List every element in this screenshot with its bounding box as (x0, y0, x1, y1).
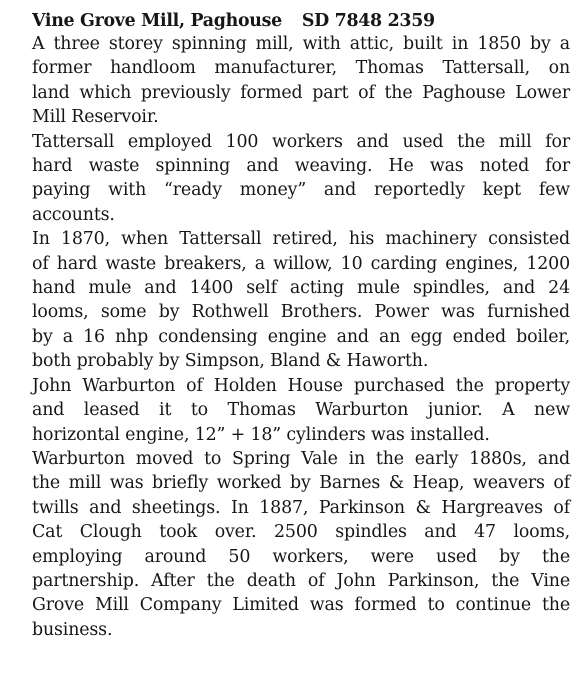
text-line: by a 16 nhp condensing engine and an egg ended boiler, (32, 326, 570, 347)
text-line: hand mule and 1400 self acting mule spindles, and 24 (32, 278, 570, 299)
paragraph-machinery (32, 227, 570, 373)
text-line: both probably by Simpson, Bland & Haworth. (32, 351, 429, 372)
text-line: Mill Reservoir. (32, 107, 159, 128)
text-line: twills and sheetings. In 1887, Parkinson & Hargreaves of (32, 497, 570, 518)
text-line: looms, some by Rothwell Brothers. Power was furnished (32, 302, 570, 323)
mill-title: Vine Grove Mill, Paghouse (32, 11, 282, 31)
text-line: partnership. After the death of John Parkinson, the Vine (32, 570, 570, 591)
paragraph-ownership (32, 374, 570, 447)
text-line: employing around 50 workers, were used by the (32, 546, 570, 567)
grid-reference: SD 7848 2359 (301, 11, 435, 31)
text-line: Tattersall employed 100 workers and used the mill for (32, 131, 570, 152)
text-line: business. (32, 619, 113, 640)
text-line: John Warburton of Holden House purchased the property (32, 375, 570, 396)
text-line: of hard waste breakers, a willow, 10 carding engines, 1200 (32, 253, 570, 274)
text-line: Grove Mill Company Limited was formed to continue the (32, 595, 570, 616)
paragraph-history (32, 32, 570, 130)
text-line: former handloom manufacturer, Thomas Tattersall, on (32, 58, 570, 79)
text-line: Warburton moved to Spring Vale in the early 1880s, and (32, 448, 570, 469)
text-line: Cat Clough took over. 2500 spindles and 47 looms, (32, 522, 570, 543)
paragraph-later-history (32, 447, 570, 642)
text-line: hard waste spinning and weaving. He was noted for (32, 156, 570, 177)
text-line: paying with “ready money” and reportedly kept few (32, 180, 570, 201)
paragraph-employment (32, 130, 570, 228)
text-line: and leased it to Thomas Warburton junior. A new (32, 400, 570, 421)
text-line: A three storey spinning mill, with attic, built in 1850 by a (32, 34, 570, 54)
text-line: land which previously formed part of the Paghouse Lower (32, 82, 570, 103)
text-line: the mill was briefly worked by Barnes & Heap, weavers of (32, 473, 570, 494)
document-heading (32, 10, 570, 32)
text-line: horizontal engine, 12” + 18” cylinders was installed. (32, 424, 490, 445)
text-line: In 1870, when Tattersall retired, his machinery consisted (32, 229, 570, 250)
text-line: accounts. (32, 204, 115, 225)
